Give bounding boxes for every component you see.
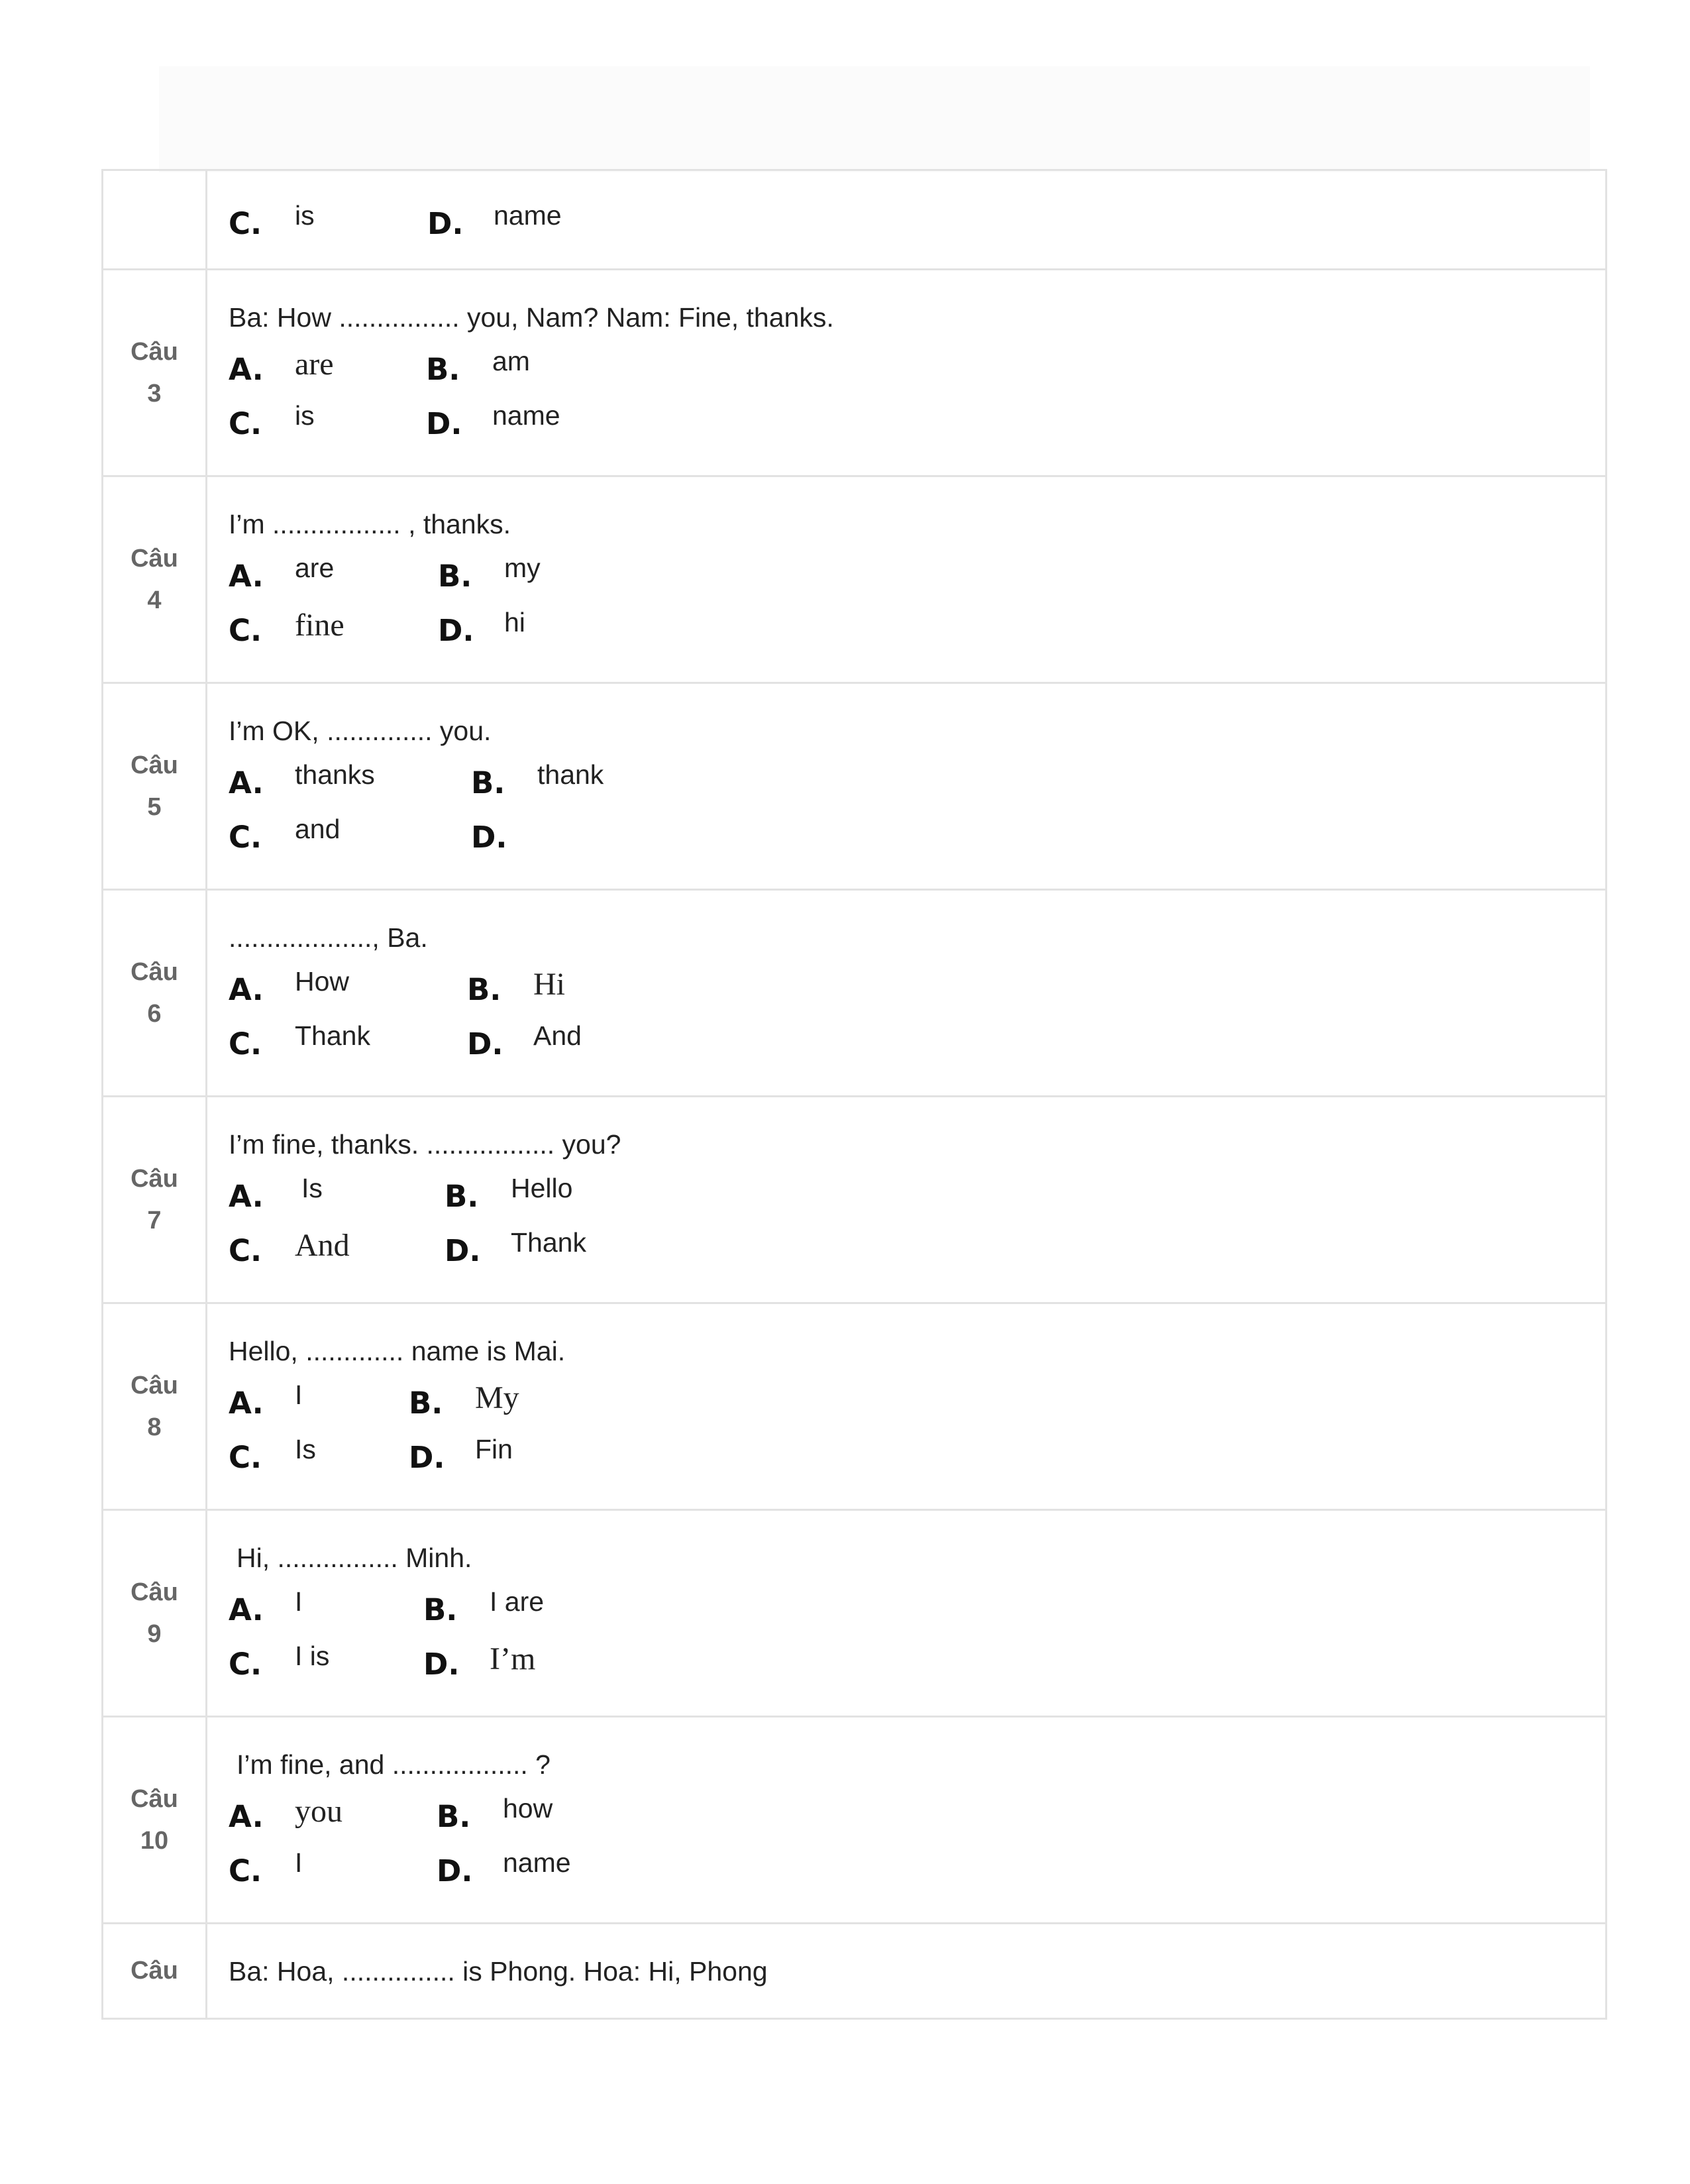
question-text: Ba: How ................ you, Nam? Nam: Fine, thanks. xyxy=(229,301,834,333)
options-line-ab xyxy=(229,1372,1605,1427)
question-row xyxy=(103,1717,1607,1924)
options-line-ab xyxy=(229,545,1605,600)
question-label: Câu xyxy=(131,751,178,779)
option-text: name xyxy=(492,400,560,431)
option-text: And xyxy=(533,1020,582,1051)
option-text: Hello xyxy=(511,1173,573,1203)
option-d[interactable] xyxy=(427,198,562,241)
option-d[interactable] xyxy=(467,1018,582,1062)
question-text: I’m fine, thanks. ................. you? xyxy=(229,1128,621,1160)
option-d[interactable] xyxy=(437,1845,571,1888)
option-a[interactable] xyxy=(229,551,438,594)
question-number-cell xyxy=(103,1303,207,1510)
options-line-cd xyxy=(229,806,1605,861)
option-letter: B. xyxy=(445,1179,479,1214)
option-text: thanks xyxy=(295,759,375,790)
option-b[interactable] xyxy=(438,551,541,594)
option-text: hi xyxy=(504,607,525,637)
question-number-cell xyxy=(103,1097,207,1303)
options-line-ab xyxy=(229,959,1605,1013)
option-text: and xyxy=(295,814,341,844)
option-text: My xyxy=(475,1380,519,1415)
option-a[interactable] xyxy=(229,344,426,387)
option-b[interactable] xyxy=(467,964,565,1007)
option-letter: A. xyxy=(229,559,264,594)
option-text: am xyxy=(492,346,530,376)
options-line-cd xyxy=(229,1427,1605,1481)
question-row xyxy=(103,270,1607,476)
question-text: Hi, ................ Minh. xyxy=(237,1542,472,1573)
option-text: is xyxy=(295,400,315,431)
option-a[interactable] xyxy=(229,1584,423,1627)
question-content-cell xyxy=(207,270,1607,476)
option-letter: A. xyxy=(229,1179,264,1214)
question-label: Câu xyxy=(131,957,178,986)
options-line-cd xyxy=(229,1013,1605,1067)
option-c[interactable] xyxy=(229,198,427,241)
option-letter: D. xyxy=(445,1233,481,1268)
option-text: how xyxy=(503,1793,553,1824)
question-number-cell xyxy=(103,1717,207,1924)
question-number-cell xyxy=(103,170,207,270)
option-letter: A. xyxy=(229,1386,264,1421)
question-row xyxy=(103,1924,1607,2019)
question-number: 6 xyxy=(147,999,162,1028)
question-row xyxy=(103,1510,1607,1717)
question-content-cell xyxy=(207,1303,1607,1510)
option-text: are xyxy=(295,553,335,583)
option-letter: C. xyxy=(229,1647,262,1682)
option-letter: A. xyxy=(229,1592,264,1627)
option-text: name xyxy=(503,1847,571,1878)
question-number-cell xyxy=(103,1510,207,1717)
options-line-ab xyxy=(229,1166,1605,1220)
option-letter: B. xyxy=(438,559,472,594)
option-c[interactable] xyxy=(229,1018,467,1062)
option-text: I’m xyxy=(490,1641,536,1676)
question-number: 10 xyxy=(140,1826,169,1855)
option-d[interactable] xyxy=(426,398,560,441)
question-number-cell xyxy=(103,890,207,1097)
page-header-band xyxy=(159,66,1590,172)
question-row xyxy=(103,683,1607,890)
option-letter: D. xyxy=(438,613,474,648)
question-content-cell xyxy=(207,1097,1607,1303)
question-number: 5 xyxy=(147,792,162,821)
options-line-ab xyxy=(229,339,1605,393)
option-letter: D. xyxy=(437,1853,473,1888)
question-row xyxy=(103,890,1607,1097)
question-label: Câu xyxy=(131,544,178,573)
options-line-cd xyxy=(229,1633,1605,1688)
option-letter: B. xyxy=(467,972,502,1007)
options-line-cd xyxy=(229,1840,1605,1894)
option-text: name xyxy=(494,200,562,231)
option-letter: C. xyxy=(229,1026,262,1062)
option-b[interactable] xyxy=(437,1791,553,1834)
option-text: I xyxy=(295,1380,303,1410)
question-label: Câu xyxy=(131,1164,178,1193)
question-number: 3 xyxy=(147,379,162,408)
option-text: I are xyxy=(490,1586,545,1617)
options-line-ab xyxy=(229,1579,1605,1633)
option-b[interactable] xyxy=(426,344,530,387)
option-letter: C. xyxy=(229,406,262,441)
option-text: my xyxy=(504,553,541,583)
question-number: 8 xyxy=(147,1413,162,1441)
question-number: 7 xyxy=(147,1206,162,1234)
question-content-cell xyxy=(207,170,1607,270)
option-c[interactable] xyxy=(229,398,426,441)
quiz-table xyxy=(101,169,1607,2020)
option-text: Thank xyxy=(511,1227,586,1258)
option-a[interactable] xyxy=(229,1378,409,1421)
option-text: Is xyxy=(301,1173,323,1203)
option-text: Thank xyxy=(295,1020,370,1051)
question-content-cell xyxy=(207,890,1607,1097)
question-label: Câu xyxy=(131,1578,178,1606)
option-a[interactable] xyxy=(229,1791,437,1834)
question-row xyxy=(103,170,1607,270)
option-c[interactable] xyxy=(229,1639,423,1682)
question-content-cell xyxy=(207,1924,1607,2019)
options-line-cd xyxy=(229,600,1605,654)
option-d[interactable] xyxy=(423,1639,535,1682)
option-text: is xyxy=(295,200,315,231)
option-d[interactable] xyxy=(409,1432,513,1475)
option-letter: B. xyxy=(471,765,505,800)
options-line-ab xyxy=(229,1786,1605,1840)
option-letter: C. xyxy=(229,613,262,648)
option-text: And xyxy=(295,1228,350,1263)
option-letter: A. xyxy=(229,765,264,800)
option-c[interactable] xyxy=(229,812,471,855)
option-b[interactable] xyxy=(409,1378,519,1421)
option-d[interactable] xyxy=(438,605,525,648)
question-number-cell xyxy=(103,270,207,476)
option-text: I xyxy=(295,1847,303,1878)
question-number-cell xyxy=(103,476,207,683)
option-letter: B. xyxy=(426,352,460,387)
option-letter: B. xyxy=(437,1799,471,1834)
question-content-cell xyxy=(207,1717,1607,1924)
options-line-cd xyxy=(229,193,1605,247)
option-letter: C. xyxy=(229,1853,262,1888)
option-letter: C. xyxy=(229,820,262,855)
option-letter: A. xyxy=(229,972,264,1007)
option-text: Is xyxy=(295,1434,316,1464)
question-text: Ba: Hoa, ............... is Phong. Hoa: Hi, Phong xyxy=(229,1955,768,1987)
option-b[interactable] xyxy=(471,757,604,800)
options-line-cd xyxy=(229,1220,1605,1274)
option-letter: D. xyxy=(471,820,507,855)
question-number-cell xyxy=(103,1924,207,2019)
option-text: I is xyxy=(295,1641,330,1671)
option-text: Hi xyxy=(533,967,565,1002)
option-letter: D. xyxy=(426,406,462,441)
question-content-cell xyxy=(207,476,1607,683)
question-label: Câu xyxy=(131,1784,178,1813)
option-c[interactable] xyxy=(229,1225,445,1268)
option-letter: B. xyxy=(409,1386,443,1421)
question-row xyxy=(103,476,1607,683)
option-letter: C. xyxy=(229,206,262,241)
question-text: I’m ................. , thanks. xyxy=(229,508,511,539)
question-row xyxy=(103,1303,1607,1510)
question-row xyxy=(103,1097,1607,1303)
option-c[interactable] xyxy=(229,1432,409,1475)
options-line-cd xyxy=(229,393,1605,447)
options-line-ab xyxy=(229,752,1605,806)
option-text: fine xyxy=(295,608,344,643)
option-letter: D. xyxy=(427,206,464,241)
question-text: Hello, ............. name is Mai. xyxy=(229,1335,566,1366)
option-b[interactable] xyxy=(423,1584,544,1627)
option-letter: D. xyxy=(467,1026,503,1062)
option-a[interactable] xyxy=(229,1171,445,1214)
question-label: Câu xyxy=(131,1371,178,1399)
option-letter: C. xyxy=(229,1440,262,1475)
option-text: are xyxy=(295,347,334,382)
question-label: Câu xyxy=(131,1957,178,1985)
option-letter: D. xyxy=(423,1647,460,1682)
option-c[interactable] xyxy=(229,605,438,648)
question-content-cell xyxy=(207,1510,1607,1717)
question-text: ..................., Ba. xyxy=(229,922,428,953)
option-c[interactable] xyxy=(229,1845,437,1888)
question-content-cell xyxy=(207,683,1607,890)
option-d[interactable] xyxy=(471,812,537,855)
question-number: 9 xyxy=(147,1619,162,1648)
option-letter: A. xyxy=(229,352,264,387)
option-d[interactable] xyxy=(445,1225,586,1268)
option-text: you xyxy=(295,1794,343,1829)
question-text: I’m OK, .............. you. xyxy=(229,715,492,746)
question-label: Câu xyxy=(131,337,178,366)
option-letter: C. xyxy=(229,1233,262,1268)
option-letter: B. xyxy=(423,1592,458,1627)
question-number: 4 xyxy=(147,586,162,614)
option-text: I xyxy=(295,1586,303,1617)
option-a[interactable] xyxy=(229,964,467,1007)
question-number-cell xyxy=(103,683,207,890)
option-letter: A. xyxy=(229,1799,264,1834)
option-letter: D. xyxy=(409,1440,445,1475)
option-text: How xyxy=(295,966,350,997)
option-b[interactable] xyxy=(445,1171,572,1214)
question-text: I’m fine, and .................. ? xyxy=(237,1749,551,1780)
option-text: thank xyxy=(537,759,604,790)
option-text: Fin xyxy=(475,1434,513,1464)
option-a[interactable] xyxy=(229,757,471,800)
